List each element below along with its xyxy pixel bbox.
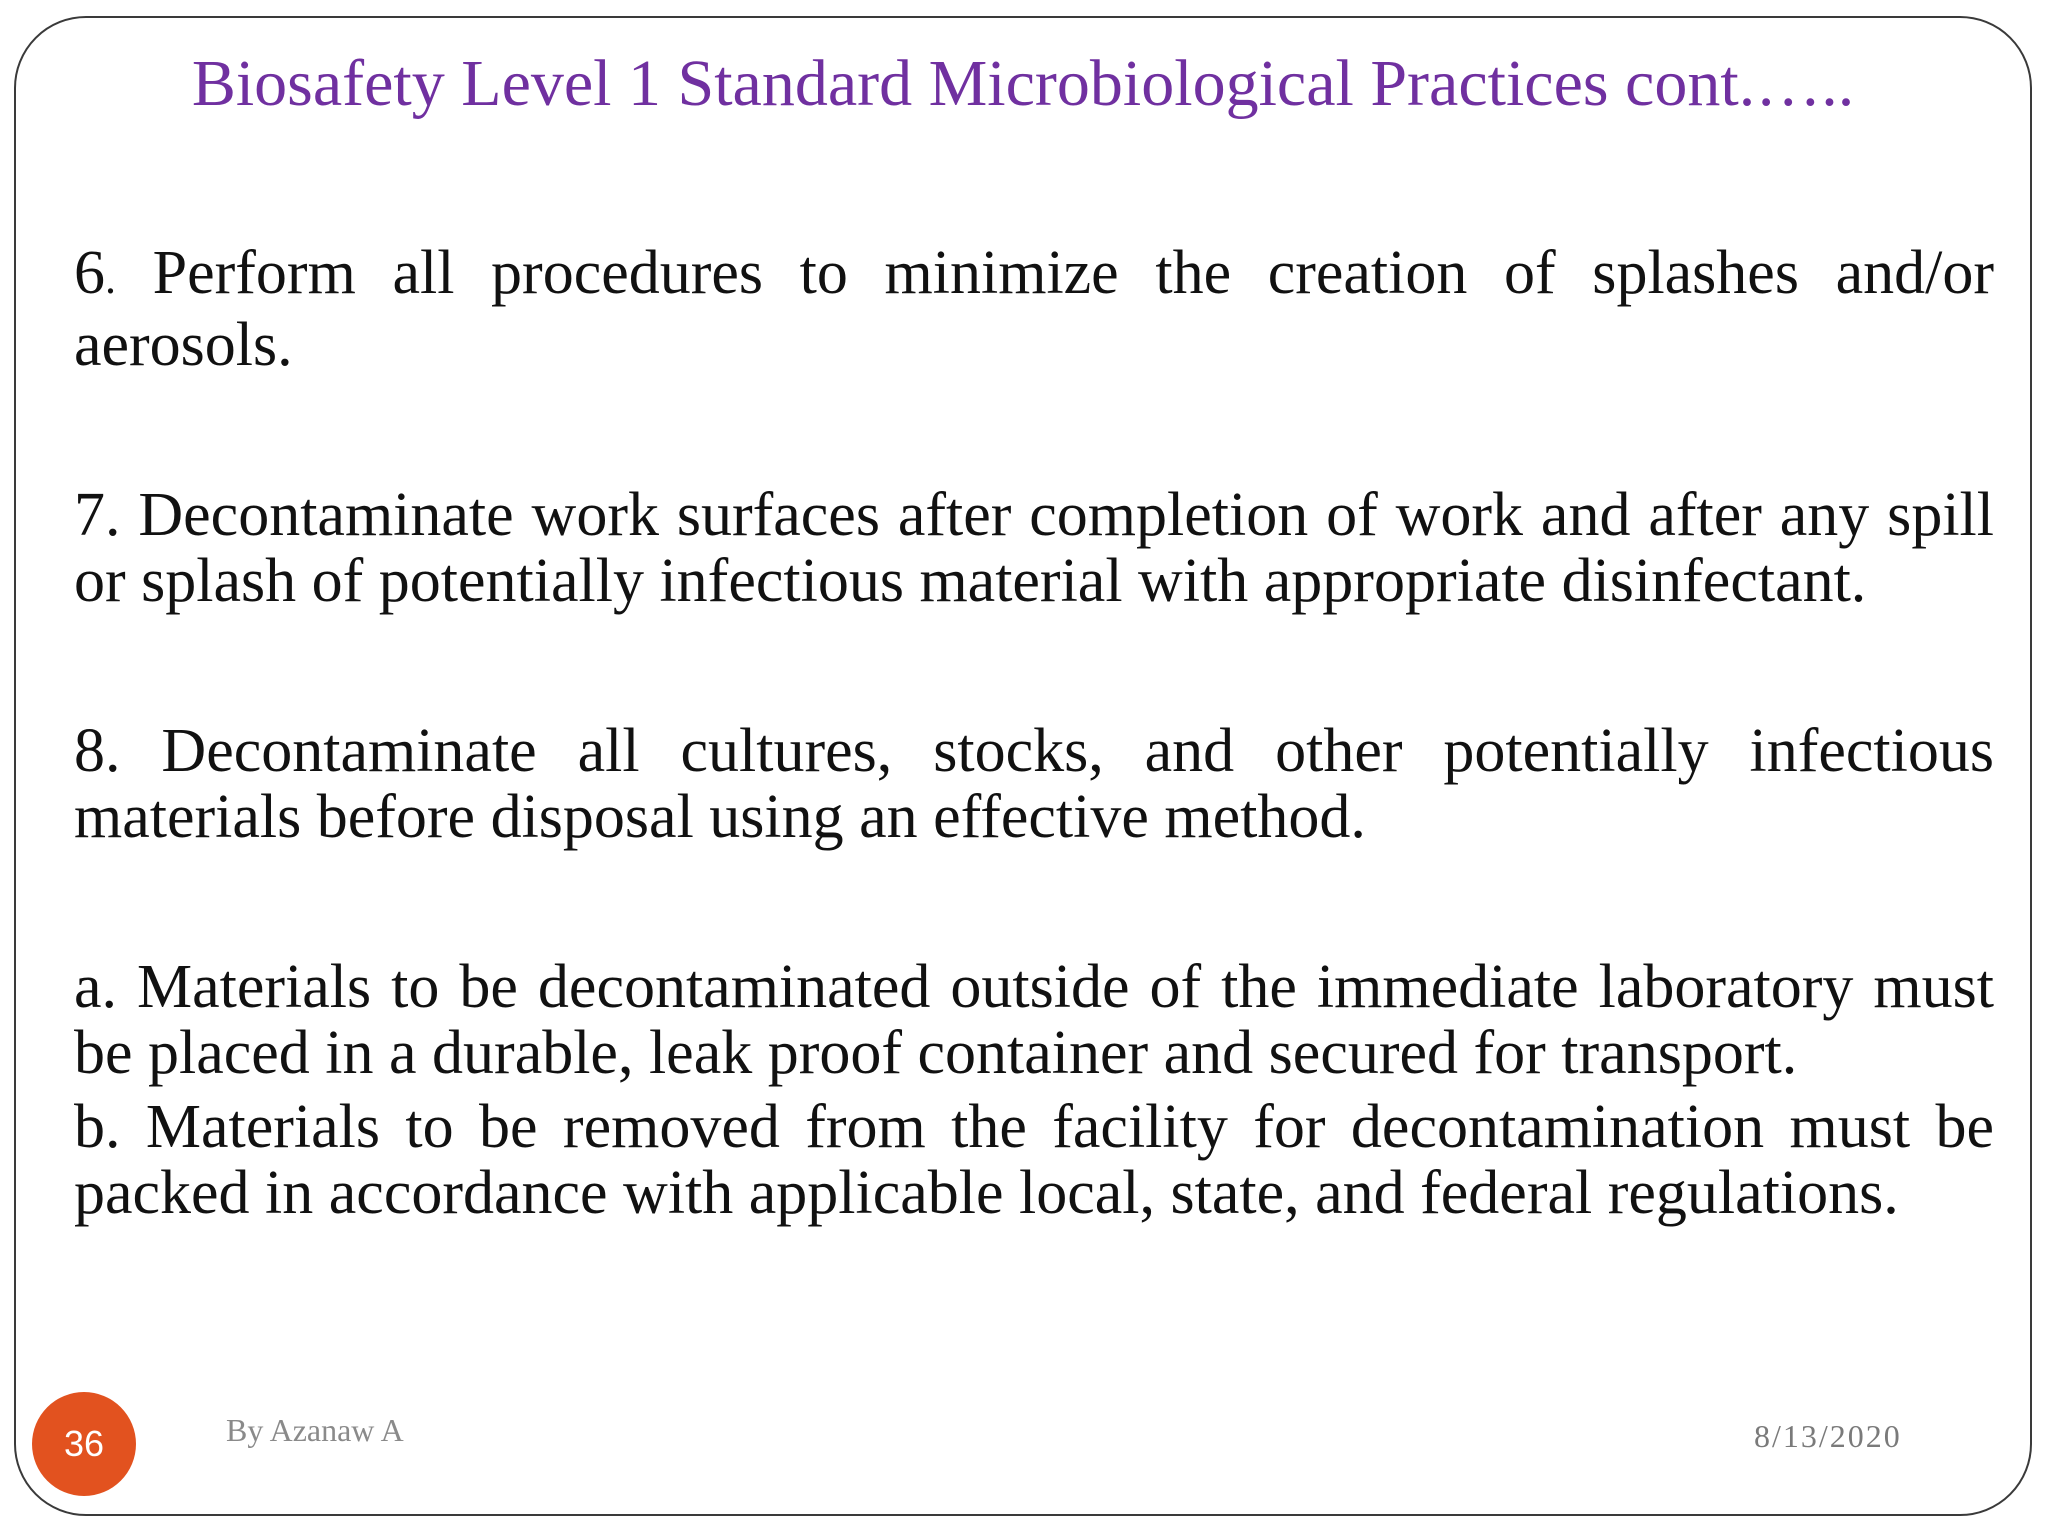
list-item-7: 7. Decontaminate work surfaces after completion of work and after any spill or splash of potentially infectious material with appropriate disinfectant. xyxy=(74,481,1994,615)
item-number: 6 xyxy=(74,239,105,307)
slide-title: Biosafety Level 1 Standard Microbiological Practices cont.….. xyxy=(191,47,1855,120)
slide xyxy=(14,16,2032,1516)
item-text: Perform all procedures to minimize the creation of splashes and/or aerosols. xyxy=(74,239,1994,379)
slide-body xyxy=(74,240,1994,1226)
date-footer: 8/13/2020 xyxy=(1754,1418,1902,1454)
list-item-a: a. Materials to be decontaminated outside of the immediate laboratory must be placed in a durable, leak proof container and secured for transport. xyxy=(74,953,1994,1087)
page-number-badge: 36 xyxy=(32,1392,136,1496)
list-item-b: b. Materials to be removed from the facility for decontamination must be packed in accordance with applicable local, state, and federal regulations. xyxy=(74,1093,1994,1227)
list-item-6 xyxy=(74,240,1994,378)
list-item-8: 8. Decontaminate all cultures, stocks, and other potentially infectious materials before disposal using an effective method. xyxy=(74,717,1994,851)
author-footer: By Azanaw A xyxy=(226,1412,404,1448)
item-separator: . xyxy=(105,254,116,303)
